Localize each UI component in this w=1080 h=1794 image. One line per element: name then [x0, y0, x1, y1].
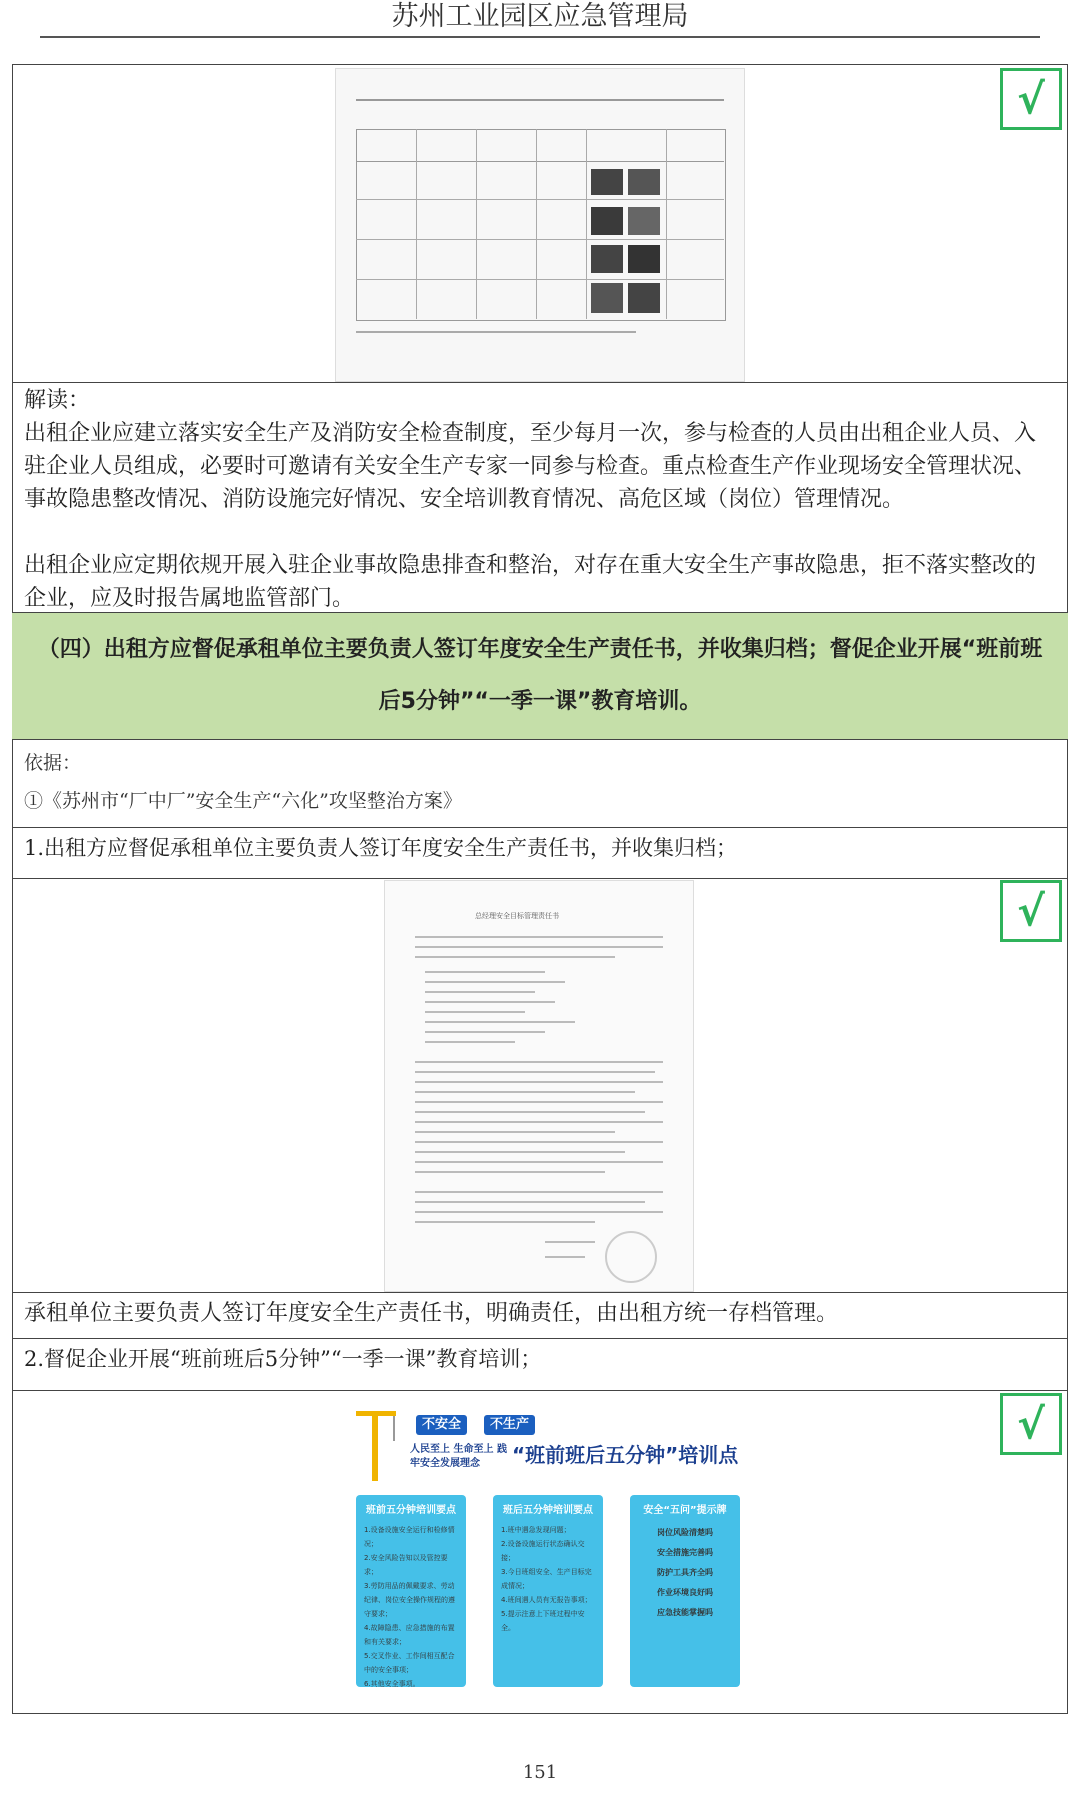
poster-title: “班前班后五分钟”培训点 — [512, 1443, 739, 1467]
check-mark-icon — [1000, 1393, 1062, 1455]
panel-title: 班后五分钟培训要点 — [503, 1505, 593, 1516]
svg-text:√: √ — [1017, 886, 1045, 936]
row-divider — [12, 1338, 1068, 1339]
item1-caption: 承租单位主要负责人签订年度安全生产责任书，明确责任，由出租方统一存档管理。 — [24, 1301, 839, 1326]
panel-pre-shift — [356, 1495, 466, 1687]
page-header: 苏州工业园区应急管理局 — [391, 1, 689, 32]
basis-item: ①《苏州市“厂中厂”安全生产“六化”攻坚整治方案》 — [24, 790, 462, 812]
interpretation-paragraph-2: 出租企业应定期依规开展入驻企业事故隐患排查和整治，对存在重大安全生产事故隐患，拒不落实整改的企业，应及时报告属地监管部门。 — [24, 553, 1037, 611]
training-poster-image — [352, 1395, 744, 1698]
panel-lines: 1.班中遇急发现问题； 2.设备设施运行状态确认交接； 3.今日班组安全、生产目标完成情况； 4.班间遇人员有无报告事项； 5.提示注意上下班过程中安全。 — [501, 1526, 592, 1632]
item2-title: 2.督促企业开展“班前班后5分钟”“一季一课”教育培训； — [24, 1347, 542, 1371]
responsibility-document-image — [384, 880, 694, 1292]
panel-post-shift — [493, 1495, 603, 1687]
svg-text:√: √ — [1017, 74, 1045, 124]
row-divider — [12, 1390, 1068, 1391]
tag-no-production: 不生产 — [484, 1415, 535, 1435]
poster-slogan: 人民至上 生命至上 践牢安全发展理念 — [410, 1444, 507, 1469]
inspection-record-image — [335, 68, 745, 382]
row-divider — [12, 382, 1068, 383]
check-mark-icon — [1000, 68, 1062, 130]
document-title: 总经理安全目标管理责任书 — [475, 912, 559, 920]
row-divider — [12, 1292, 1068, 1293]
row-divider — [12, 878, 1068, 879]
panel-lines: 岗位风险清楚吗 安全措施完善吗 防护工具齐全吗 作业环境良好吗 应急技能掌握吗 — [657, 1528, 713, 1617]
requirement-text: （四）出租方应督促承租单位主要负责人签订年度安全生产责任书，并收集归档；督促企业开展“班前班后5分钟”“一季一课”教育培训。 — [37, 637, 1043, 714]
panel-lines: 1.设备设施安全运行和检修情况； 2.安全风险告知以及管控要求； 3.劳防用品的佩戴要求、劳动纪律、岗位安全操作规程的遵守要求； 4.故障隐患、应急措施的布置和有关要求； 5.交叉作业、工作间相互配合中的安全事项； 6.其他安全事项。 — [364, 1526, 455, 1688]
crane-icon — [356, 1401, 396, 1481]
row-divider — [12, 827, 1068, 828]
tag-no-safety: 不安全 — [416, 1415, 467, 1435]
panel-title: 班前五分钟培训要点 — [366, 1505, 456, 1516]
item1-title: 1.出租方应督促承租单位主要负责人签订年度安全生产责任书，并收集归档； — [24, 836, 738, 860]
check-mark-icon — [1000, 880, 1062, 942]
panel-title: 安全“五问”提示牌 — [643, 1505, 727, 1516]
interpretation-paragraph-1: 出租企业应建立落实安全生产及消防安全检查制度，至少每月一次，参与检查的人员由出租企业人员、入驻企业人员组成，必要时可邀请有关安全生产专家一同参与检查。重点检查生产作业现场安全管理状况、事故隐患整改情况、消防设施完好情况、安全培训教育情况、高危区域（岗位）管理情况。 — [24, 421, 1037, 512]
svg-text:√: √ — [1017, 1399, 1045, 1449]
panel-five-questions — [630, 1495, 740, 1687]
page-number: 151 — [522, 1762, 558, 1783]
header-rule — [40, 36, 1040, 38]
interpretation-label: 解读： — [24, 388, 91, 413]
basis-label: 依据： — [24, 752, 82, 774]
